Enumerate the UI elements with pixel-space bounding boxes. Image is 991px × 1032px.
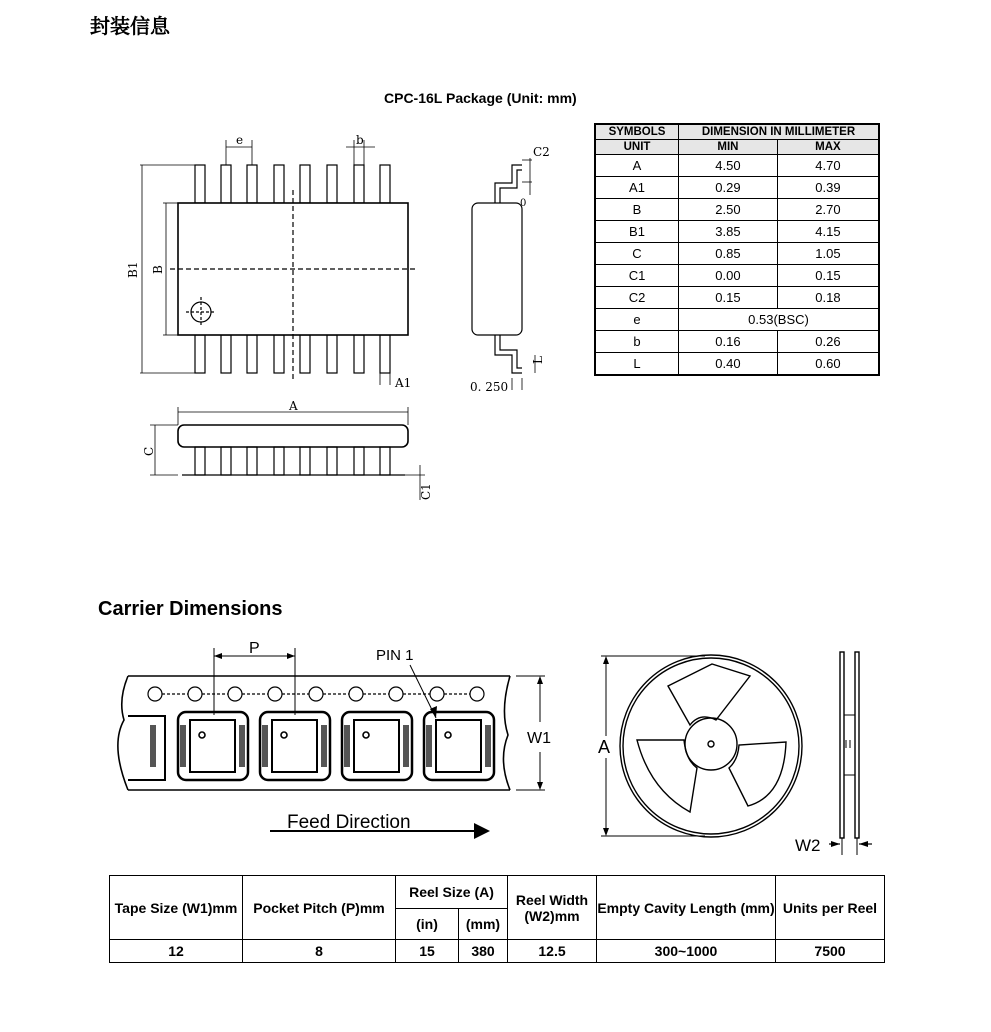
label-pin1: PIN 1 [376, 647, 414, 664]
label-c1: C1 [419, 483, 433, 500]
sprocket-holes [148, 687, 484, 701]
reel-side [829, 652, 872, 855]
label-b: b [356, 133, 364, 147]
carrier-title: Carrier Dimensions [98, 598, 283, 620]
table-row: 12 8 15 380 12.5 300~1000 7500 [110, 940, 885, 963]
label-e: e [236, 133, 244, 147]
header-symbols: SYMBOLS [595, 124, 679, 140]
label-a: A [289, 399, 298, 413]
reel-table [109, 875, 885, 963]
label-b-body: B [151, 265, 165, 274]
label-theta: 0 [520, 198, 527, 209]
label-b1: B1 [126, 261, 140, 278]
header-in: (in) [396, 909, 459, 940]
table-row: b 0.16 0.26 [595, 331, 879, 353]
header-reel-size: Reel Size (A) [396, 876, 508, 909]
label-l: L [531, 356, 545, 364]
label-a1: A1 [395, 376, 412, 390]
header-empty-cavity: Empty Cavity Length (mm) [597, 876, 776, 940]
header-mm: (mm) [459, 909, 508, 940]
header-dimension: DIMENSION IN MILLIMETER [679, 124, 880, 140]
table-row: L 0.40 0.60 [595, 353, 879, 376]
header-reel-width: Reel Width (W2)mm [508, 876, 597, 940]
table-row: C2 0.15 0.18 [595, 287, 879, 309]
header-max: MAX [777, 140, 879, 155]
label-lead-thickness: 0. 250 [470, 380, 509, 394]
header-units-per-reel: Units per Reel [776, 876, 885, 940]
table-row: A1 0.29 0.39 [595, 177, 879, 199]
table-row: A 4.50 4.70 [595, 155, 879, 177]
label-c2: C2 [533, 145, 550, 159]
page-title: 封装信息 [90, 14, 170, 38]
package-title: CPC-16L Package (Unit: mm) [384, 90, 577, 106]
label-w2: W2 [795, 836, 821, 855]
reel-front [601, 655, 802, 837]
table-row: C 0.85 1.05 [595, 243, 879, 265]
table-row: C1 0.00 0.15 [595, 265, 879, 287]
table-row: B 2.50 2.70 [595, 199, 879, 221]
header-unit: UNIT [595, 140, 679, 155]
label-feed-direction: Feed Direction [287, 812, 411, 833]
label-c: C [142, 446, 156, 456]
label-reel-a: A [598, 737, 611, 757]
label-p: P [249, 640, 260, 657]
header-tape-size: Tape Size (W1)mm [110, 876, 243, 940]
table-row: e 0.53(BSC) [595, 309, 879, 331]
label-w1: W1 [527, 730, 551, 747]
table-row: B1 3.85 4.15 [595, 221, 879, 243]
header-min: MIN [679, 140, 778, 155]
header-pocket-pitch: Pocket Pitch (P)mm [243, 876, 396, 940]
